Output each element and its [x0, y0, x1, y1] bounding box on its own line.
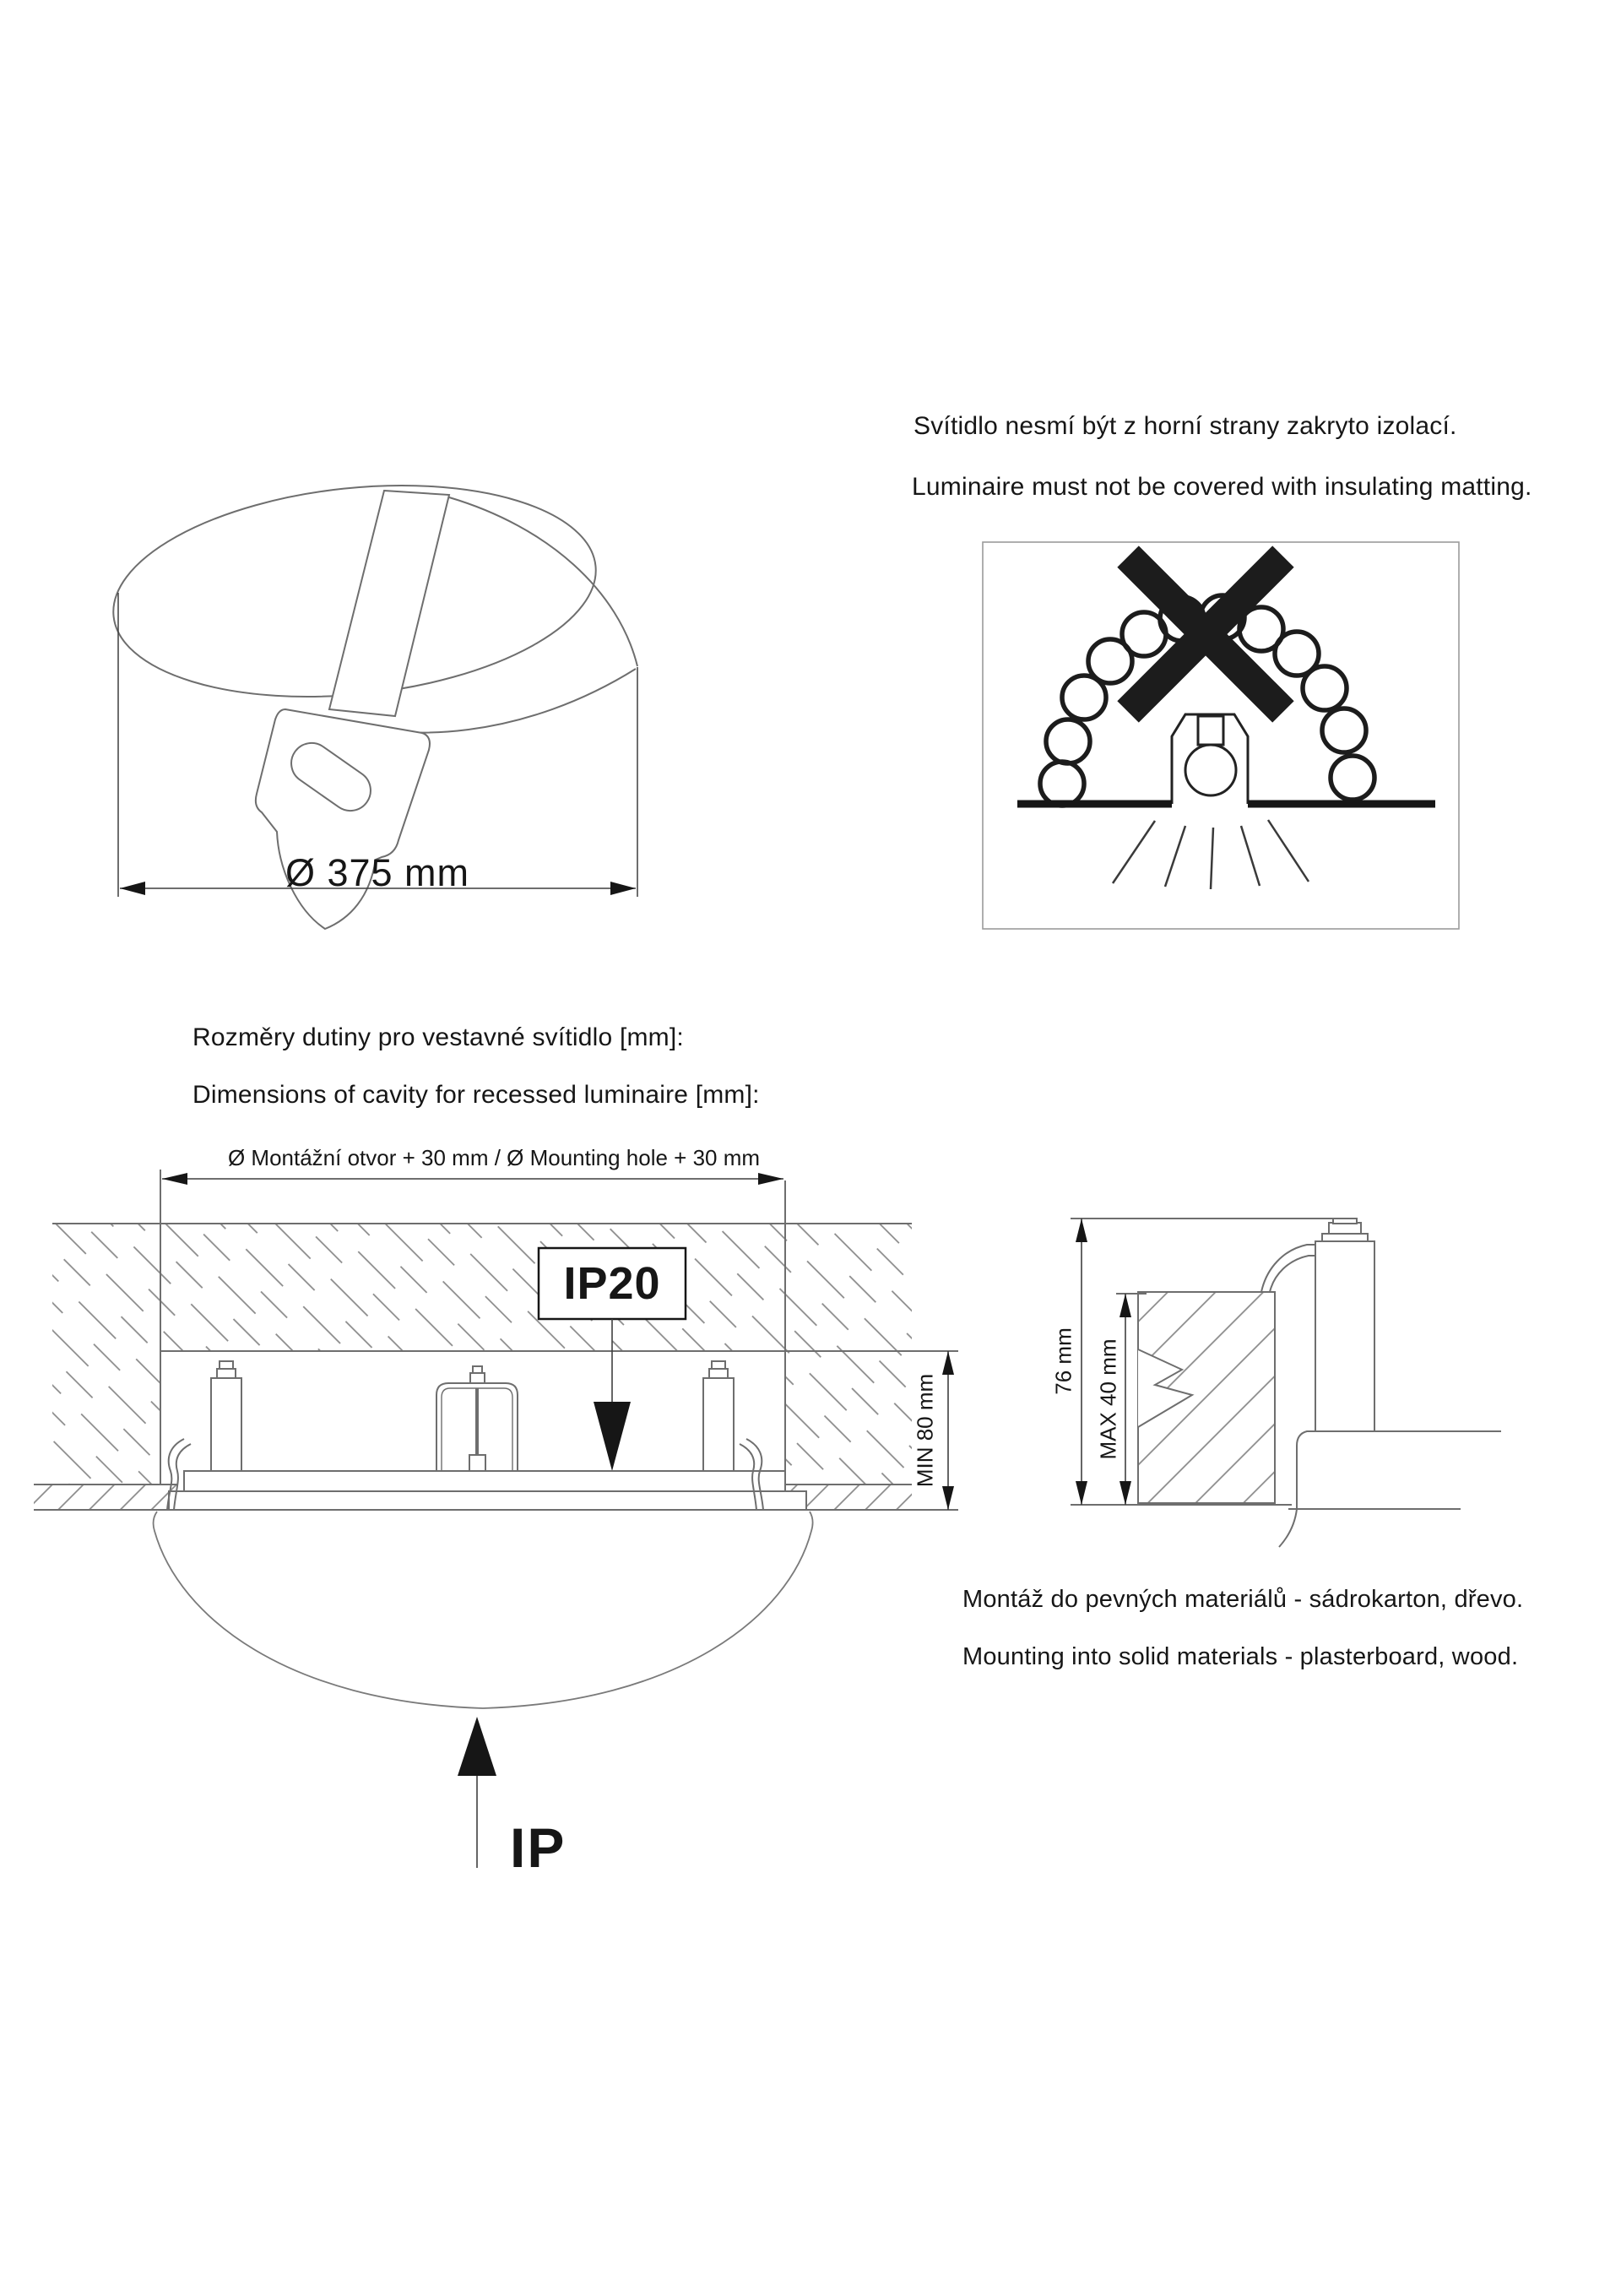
- ip-mark-label: IP: [510, 1816, 567, 1879]
- ip-arrow: [458, 1717, 496, 1868]
- diameter-dimension-label: Ø 375 mm: [285, 851, 470, 894]
- panel-block: [1138, 1292, 1275, 1503]
- cavity-heading-czech: Rozměry dutiny pro vestavné svítidlo [mm]:: [192, 1023, 684, 1051]
- mounting-note-czech: Montáž do pevných materiálů - sádrokarton, dřevo.: [962, 1586, 1524, 1613]
- fixture-pictogram: [1172, 714, 1248, 804]
- cavity-heading-english: Dimensions of cavity for recessed luminaire [mm]:: [192, 1081, 760, 1109]
- recessed-luminaire-section: [154, 1471, 813, 1708]
- insulation-warning-czech: Svítidlo nesmí být z horní strany zakryto izolací.: [914, 412, 1457, 440]
- min-depth-dimension-label: MIN 80 mm: [912, 1373, 938, 1488]
- insulation-warning-english: Luminaire must not be covered with insulating matting.: [912, 473, 1532, 501]
- min-depth-dimension-line: [942, 1351, 954, 1510]
- no-insulation-icon: [983, 542, 1459, 929]
- max-thickness-dimension-label: MAX 40 mm: [1095, 1338, 1121, 1460]
- mounting-hole-dimension-line: [162, 1173, 783, 1185]
- fixing-detail-drawing: [1071, 1219, 1501, 1547]
- detail-height-dimension-label: 76 mm: [1050, 1327, 1076, 1395]
- mounting-note-english: Mounting into solid materials - plasterboard, wood.: [962, 1643, 1519, 1670]
- mounting-hole-dimension-label: Ø Montážní otvor + 30 mm / Ø Mounting hole + 30 mm: [227, 1145, 761, 1170]
- cavity-cross-section: [34, 1170, 958, 1868]
- ip20-rating-label: IP20: [563, 1258, 661, 1309]
